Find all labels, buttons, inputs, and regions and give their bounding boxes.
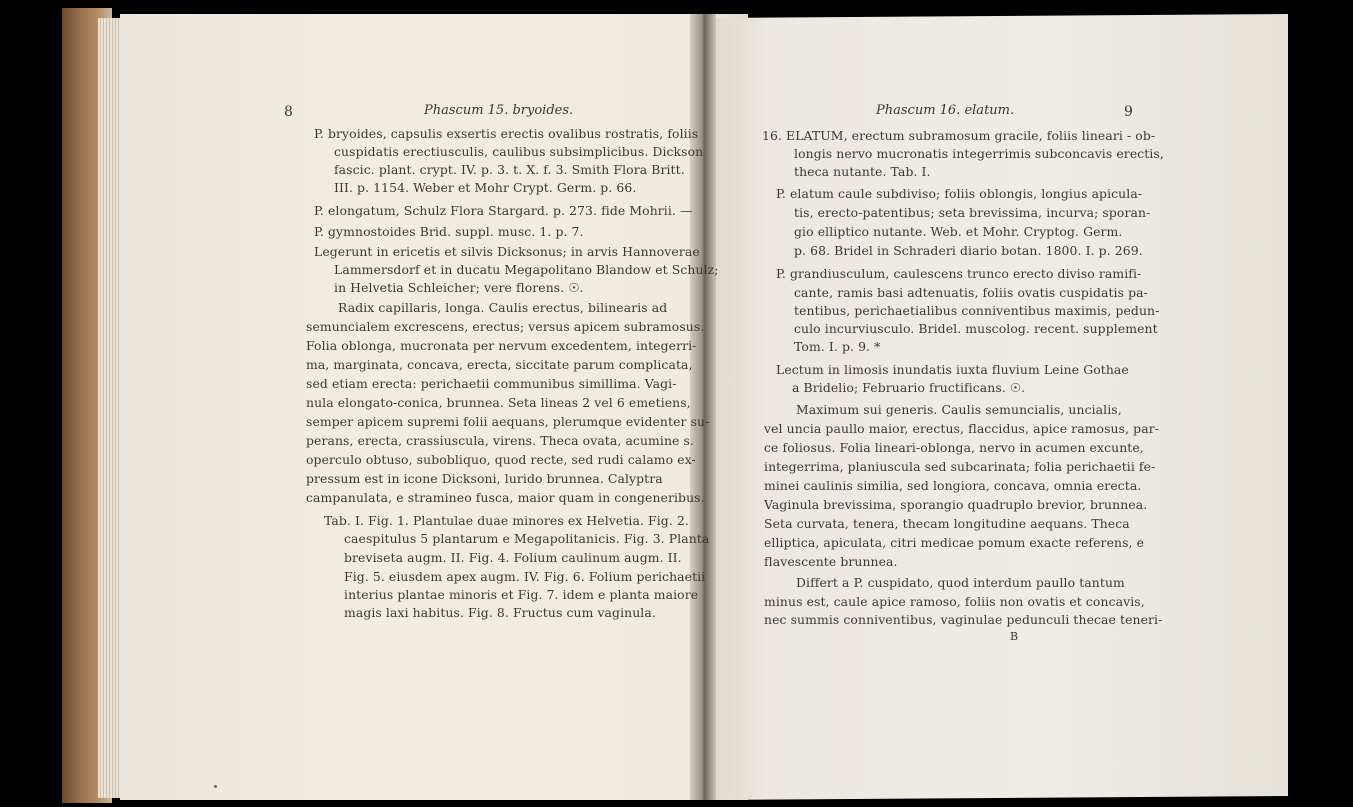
left-line: campanulata, e stramineo fusca, maior quam in congeneribus.	[306, 490, 705, 505]
left-line: ma, marginata, concava, erecta, siccitate parum complicata,	[306, 357, 693, 372]
right-line: gio elliptico nutante. Web. et Mohr. Cryptog. Germ.	[794, 224, 1123, 239]
right-line: Maximum sui generis. Caulis semuncialis, uncialis,	[796, 402, 1122, 417]
right-line: elliptica, apiculata, citri medicae pomum exacte referens, e	[764, 535, 1145, 550]
left-line: magis laxi habitus. Fig. 8. Fructus cum vaginula.	[344, 605, 656, 620]
left-line: P. bryoides, capsulis exsertis erectis ovalibus rostratis, foliis	[314, 126, 699, 141]
right-line: integerrima, planiuscula sed subcarinata; folia perichaetii fe-	[764, 459, 1156, 474]
right-line: Tom. I. p. 9. *	[794, 339, 881, 354]
right-line: Vaginula brevissima, sporangio quadruplo brevior, brunnea.	[764, 497, 1148, 512]
left-line: nula elongato-conica, brunnea. Seta lineas 2 vel 6 emetiens,	[306, 395, 691, 410]
left-line: Radix capillaris, longa. Caulis erectus, bilinearis ad	[338, 300, 668, 315]
left-line: Folia oblonga, mucronata per nervum excedentem, integerri-	[306, 338, 697, 353]
left-line: breviseta augm. II. Fig. 4. Folium caulinum augm. II.	[344, 550, 682, 565]
right-line: Lectum in limosis inundatis iuxta fluvium Leine Gothae	[776, 362, 1129, 377]
left-line: cuspidatis erectiusculis, caulibus subsimplicibus. Dickson	[334, 144, 704, 159]
left-line: P. gymnostoides Brid. suppl. musc. 1. p. 7.	[314, 224, 584, 239]
left-running-head: Phascum 15. bryoides.	[424, 103, 574, 118]
signature-mark: B	[1010, 630, 1019, 643]
left-line: Tab. I. Fig. 1. Plantulae duae minores ex Helvetia. Fig. 2.	[324, 513, 689, 528]
right-line: Seta curvata, tenera, thecam longitudine aequans. Theca	[764, 516, 1130, 531]
left-line: semuncialem excrescens, erectus; versus apicem subramosus.	[306, 319, 705, 334]
right-line: a Bridelio; Februario fructificans. ☉.	[792, 380, 1026, 395]
left-line: interius plantae minoris et Fig. 7. idem e planta maiore	[344, 587, 699, 602]
right-line: theca nutante. Tab. I.	[794, 164, 931, 179]
left-line: operculo obtuso, subobliquo, quod recte, sed rudi calamo ex-	[306, 452, 696, 467]
right-line: culo incurviusculo. Bridel. muscolog. recent. supplement	[794, 321, 1158, 336]
left-line: Lammersdorf et in ducatu Megapolitano Blandow et Schulz;	[334, 262, 719, 277]
left-line: caespitulus 5 plantarum e Megapolitanicis. Fig. 3. Planta	[344, 531, 710, 546]
right-line: P. elatum caule subdiviso; foliis oblongis, longius apicula-	[776, 186, 1143, 201]
left-line: P. elongatum, Schulz Flora Stargard. p. 273. fide Mohrii. —	[314, 203, 693, 218]
right-page-number: 9	[1124, 104, 1133, 120]
left-line: pressum est in icone Dicksoni, lurido brunnea. Calyptra	[306, 471, 663, 486]
right-line: flavescente brunnea.	[764, 554, 898, 569]
right-line: nec summis conniventibus, vaginulae pedunculi thecae teneri-	[764, 612, 1163, 627]
left-line: perans, erecta, crassiuscula, virens. Theca ovata, acumine s.	[306, 433, 695, 448]
left-line: III. p. 1154. Weber et Mohr Crypt. Germ. p. 66.	[334, 180, 637, 195]
left-page-number: 8	[284, 104, 293, 120]
page-mark	[214, 785, 217, 788]
right-line: ce foliosus. Folia lineari-oblonga, nervo in acumen excunte,	[764, 440, 1144, 455]
left-line: Fig. 5. eiusdem apex augm. IV. Fig. 6. Folium perichaetii	[344, 569, 706, 584]
right-line: 16. ELATUM, erectum subramosum gracile, foliis lineari - ob-	[762, 128, 1156, 143]
right-line: vel uncia paullo maior, erectus, flaccidus, apice ramosus, par-	[764, 421, 1160, 436]
right-line: P. grandiusculum, caulescens trunco erecto diviso ramifi-	[776, 266, 1142, 281]
right-line: tis, erecto-patentibus; seta brevissima, incurva; sporan-	[794, 205, 1151, 220]
right-line: p. 68. Bridel in Schraderi diario botan. 1800. I. p. 269.	[794, 243, 1143, 258]
left-line: semper apicem supremi folii aequans, plerumque evidenter su-	[306, 414, 710, 429]
right-line: minus est, caule apice ramoso, foliis non ovatis et concavis,	[764, 594, 1145, 609]
right-line: longis nervo mucronatis integerrimis subconcavis erectis,	[794, 146, 1164, 161]
right-line: cante, ramis basi adtenuatis, foliis ovatis cuspidatis pa-	[794, 285, 1148, 300]
left-line: in Helvetia Schleicher; vere florens. ☉.	[334, 280, 584, 295]
right-running-head: Phascum 16. elatum.	[876, 103, 1015, 118]
right-line: Differt a P. cuspidato, quod interdum paullo tantum	[796, 575, 1125, 590]
left-line: Legerunt in ericetis et silvis Dicksonus; in arvis Hannoverae	[314, 244, 700, 259]
left-line: sed etiam erecta: perichaetii communibus simillima. Vagi-	[306, 376, 677, 391]
right-line: tentibus, perichaetialibus conniventibus maximis, pedun-	[794, 303, 1160, 318]
right-line: minei caulinis similia, sed longiora, concava, omnia erecta.	[764, 478, 1142, 493]
left-line: fascic. plant. crypt. IV. p. 3. t. X. f. 3. Smith Flora Britt.	[334, 162, 685, 177]
